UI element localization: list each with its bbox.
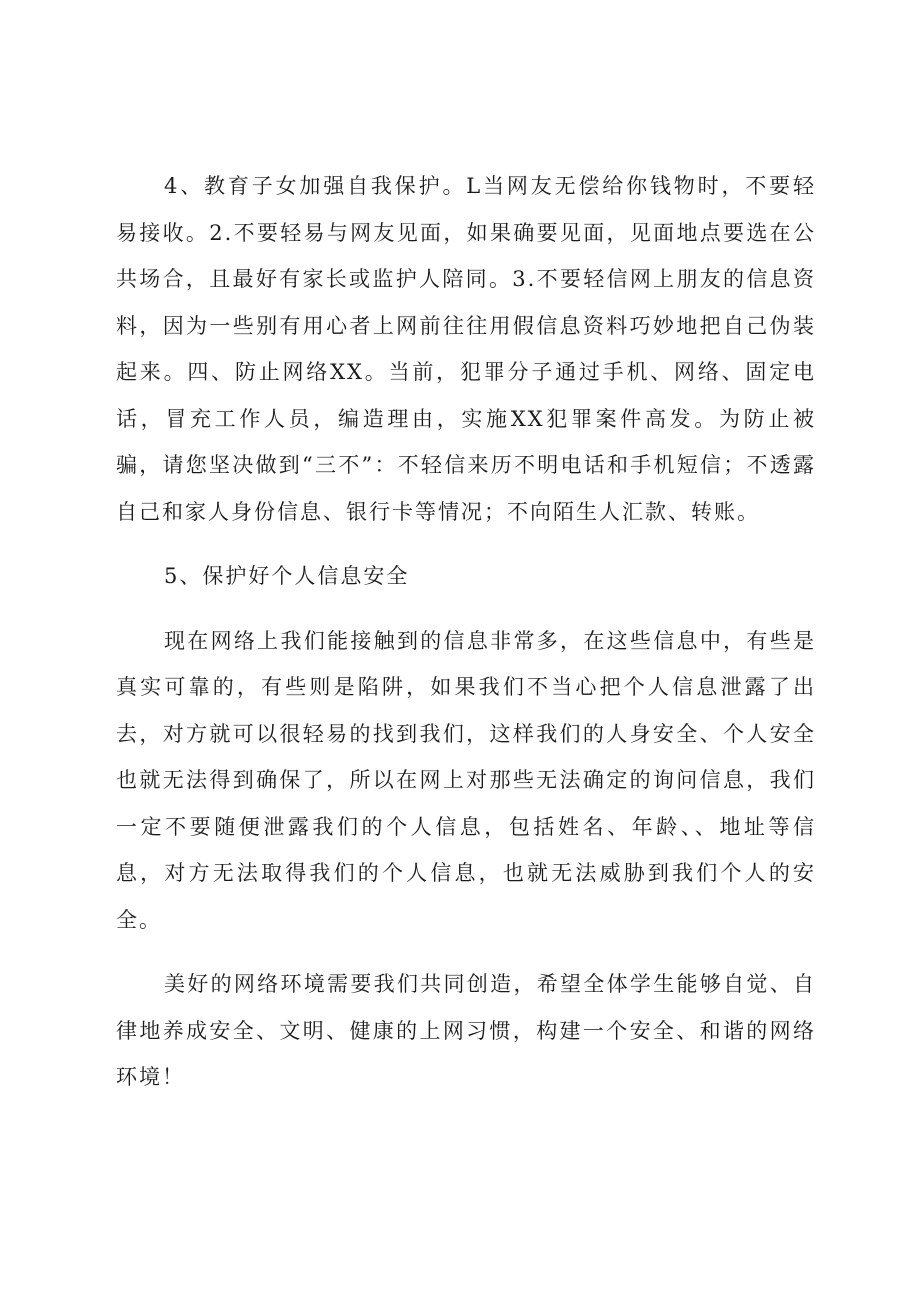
document-body (116, 163, 816, 1101)
paragraph-self-protection: 4、教育子女加强自我保护。L当网友无偿给你钱物时，不要轻易接收。2.不要轻易与网友见面，如果确要见面，见面地点要选在公共场合，且最好有家长或监护人陪同。3.不要轻信网上朋友的信息资料，因为一些别有用心者上网前往往用假信息资料巧妙地把自己伪装起来。四、防止网络XX。当前，犯罪分子通过手机、网络、固定电话，冒充工作人员，编造理由，实施XX犯罪案件高发。为防止被骗，请您坚决做到“三不”：不轻信来历不明电话和手机短信；不透露自己和家人身份信息、银行卡等情况；不向陌生人汇款、转账。 (116, 174, 816, 524)
paragraph-personal-info: 现在网络上我们能接触到的信息非常多，在这些信息中，有些是真实可靠的，有些则是陷阱，如果我们不当心把个人信息泄露了出去，对方就可以很轻易的找到我们，这样我们的人身安全、个人安全也就无法得到确保了，所以在网上对那些无法确定的询问信息，我们一定不要随便泄露我们的个人信息，包括姓名、年龄、、地址等信息，对方无法取得我们的个人信息，也就无法威胁到我们个人的安全。 (116, 628, 816, 932)
section-heading-personal-info: 5、保护好个人信息安全 (164, 564, 410, 588)
paragraph-conclusion: 美好的网络环境需要我们共同创造，希望全体学生能够自觉、自律地养成安全、文明、健康的上网习惯，构建一个安全、和谐的网络环境！ (116, 972, 816, 1089)
